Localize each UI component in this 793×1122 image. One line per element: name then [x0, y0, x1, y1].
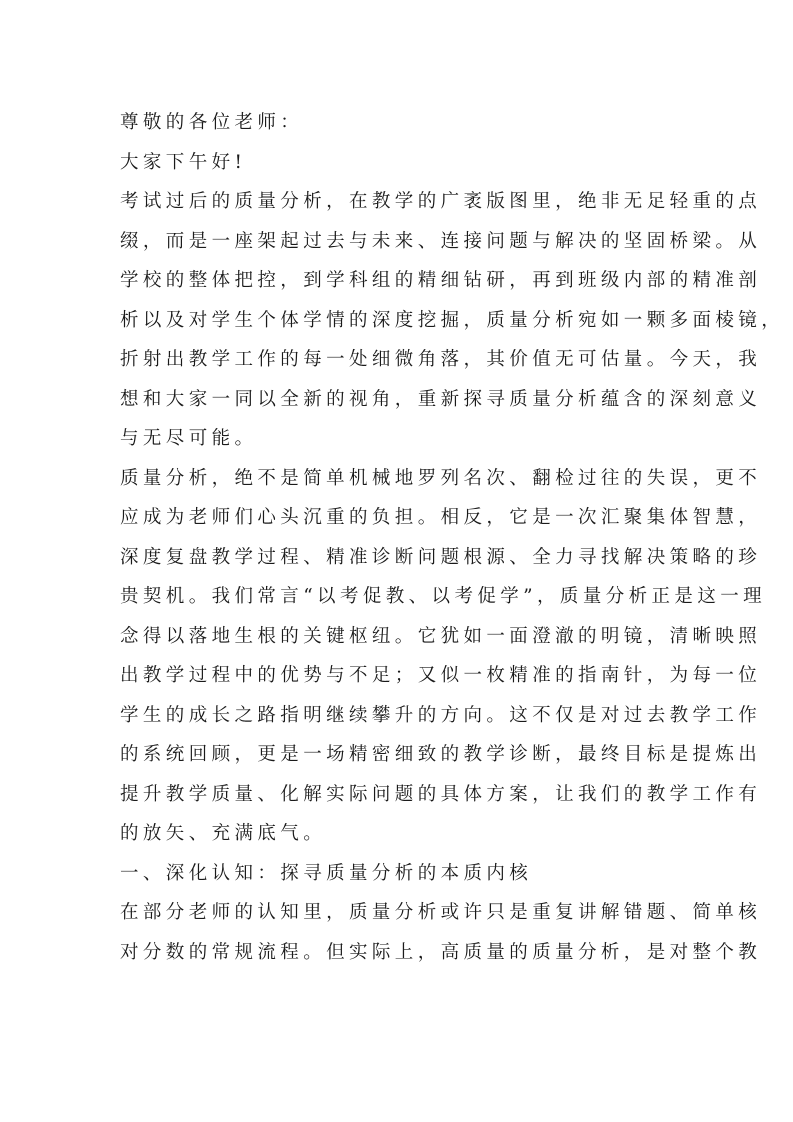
- paragraph-2-line: 的放矢、充满底气。: [120, 823, 327, 844]
- salutation: 尊敬的各位老师：: [120, 112, 304, 133]
- paragraph-2-line: 贵契机。我们常言“以考促教、以考促学”，质量分析正是这一理: [120, 586, 767, 607]
- paragraph-2-line: 应成为老师们心头沉重的负担。相反，它是一次汇聚集体智慧，: [120, 507, 762, 528]
- paragraph-2-line: 学生的成长之路指明继续攀升的方向。这不仅是对过去教学工作: [120, 704, 762, 726]
- paragraph-1-line: 与无尽可能。: [120, 428, 258, 449]
- paragraph-2-line: 深度复盘教学过程、精准诊断问题根源、全力寻找解决策略的珍: [120, 546, 762, 568]
- paragraph-2-line: 质量分析，绝不是简单机械地罗列名次、翻检过往的失误，更不: [120, 467, 762, 489]
- paragraph-2-line: 的系统回顾，更是一场精密细致的教学诊断，最终目标是提炼出: [120, 744, 762, 765]
- document-page: [120, 103, 785, 972]
- paragraph-1-line: 析以及对学生个体学情的深度挖掘，质量分析宛如一颗多面棱镜，: [120, 309, 785, 331]
- paragraph-1-line: 学校的整体把控，到学科组的精细钻研，再到班级内部的精准剖: [120, 270, 762, 291]
- greeting: 大家下午好!: [120, 151, 247, 173]
- paragraph-1-line: 折射出教学工作的每一处细微角落，其价值无可估量。今天，我: [120, 349, 762, 370]
- paragraph-3-line: 对分数的常规流程。但实际上，高质量的质量分析，是对整个教: [120, 941, 762, 963]
- paragraph-1-line: 缀，而是一座架起过去与未来、连接问题与解决的坚固桥梁。从: [120, 230, 762, 252]
- paragraph-2-line: 念得以落地生根的关键枢纽。它犹如一面澄澈的明镜，清晰映照: [120, 625, 762, 647]
- paragraph-1-line: 考试过后的质量分析，在教学的广袤版图里，绝非无足轻重的点: [120, 191, 762, 212]
- paragraph-2-line: 提升教学质量、化解实际问题的具体方案，让我们的教学工作有: [120, 783, 762, 805]
- section-heading: 一、深化认知：探寻质量分析的本质内核: [120, 862, 533, 884]
- paragraph-3-line: 在部分老师的认知里，质量分析或许只是重复讲解错题、简单核: [120, 902, 762, 923]
- paragraph-1-line: 想和大家一同以全新的视角，重新探寻质量分析蕴含的深刻意义: [120, 388, 762, 410]
- paragraph-2-line: 出教学过程中的优势与不足；又似一枚精准的指南针，为每一位: [120, 665, 762, 686]
